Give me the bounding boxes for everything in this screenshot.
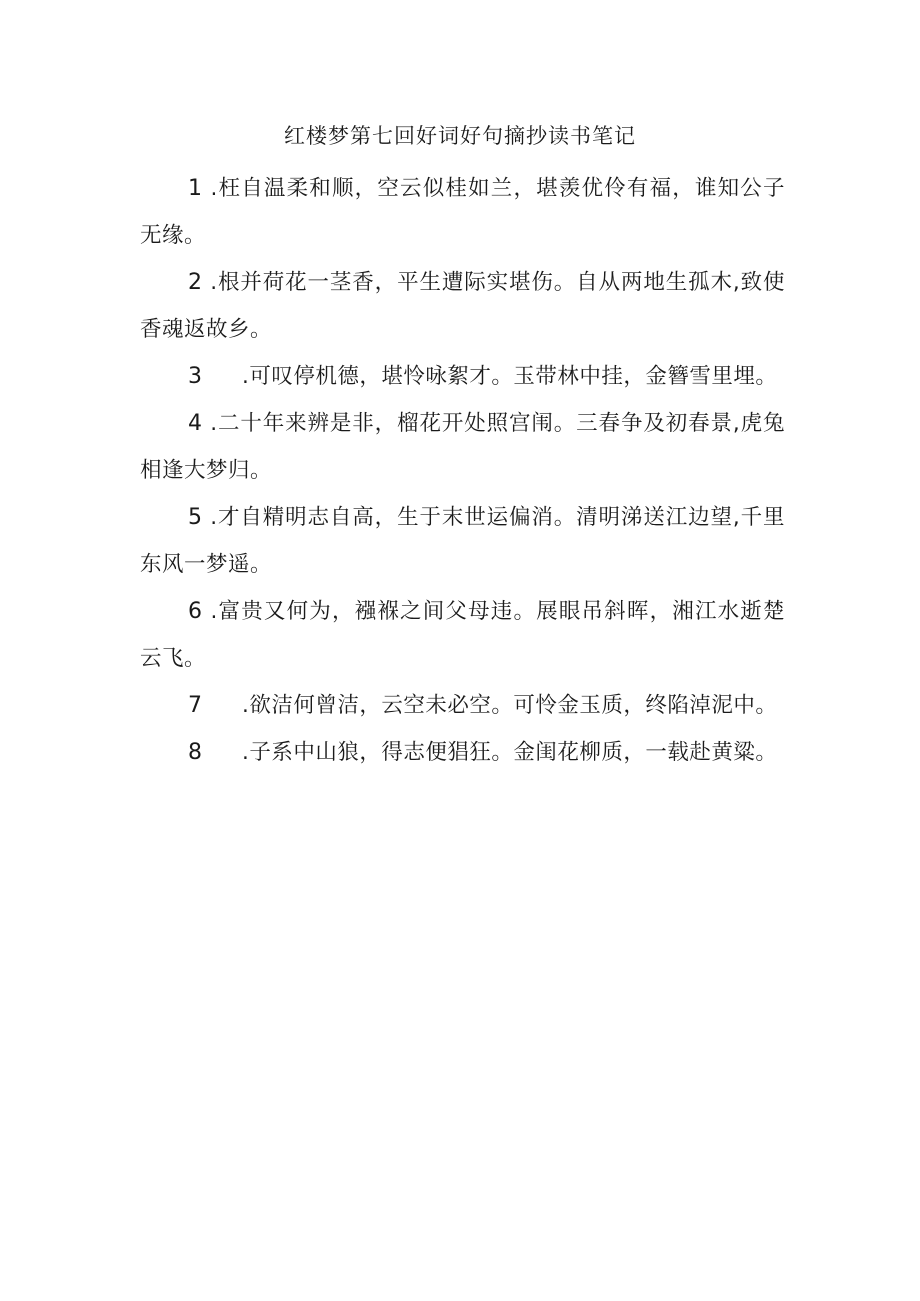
- list-item: [140, 400, 785, 494]
- item-text: .可叹停机德，堪怜咏絮才。玉带林中挂，金簪雪里埋。: [242, 364, 778, 389]
- item-number: 7: [188, 693, 203, 718]
- item-number: 6: [188, 599, 203, 624]
- item-text: .富贵又何为，襁褓之间父母违。展眼吊斜晖，湘江水逝楚云飞。: [140, 599, 785, 671]
- document-body: [140, 165, 785, 776]
- list-item: [140, 259, 785, 353]
- list-item: [140, 682, 785, 729]
- item-text: .根并荷花一茎香，平生遭际实堪伤。自从两地生孤木,致使香魂返故乡。: [140, 270, 786, 342]
- list-item: [140, 165, 785, 259]
- item-number: 5: [188, 505, 203, 530]
- item-number: 3: [188, 364, 203, 389]
- item-number: 1: [188, 176, 203, 201]
- item-number: 8: [188, 740, 203, 765]
- item-text: .二十年来辨是非，榴花开处照宫闱。三春争及初春景,虎兔相逢大梦归。: [140, 411, 786, 483]
- list-item: [140, 588, 785, 682]
- list-item: [140, 353, 785, 400]
- list-item: [140, 494, 785, 588]
- item-number: 2: [188, 270, 203, 295]
- item-text: .欲洁何曾洁，云空未必空。可怜金玉质，终陷淖泥中。: [242, 693, 778, 718]
- item-number: 4: [188, 411, 203, 436]
- list-item: [140, 729, 785, 776]
- document-title: 红楼梦第七回好词好句摘抄读书笔记: [284, 124, 636, 148]
- item-text: .子系中山狼，得志便猖狂。金闺花柳质，一载赴黄粱。: [242, 740, 778, 765]
- item-text: .才自精明志自高，生于末世运偏消。清明涕送江边望,千里东风一梦遥。: [140, 505, 786, 577]
- item-text: .枉自温柔和顺，空云似桂如兰，堪羡优伶有福，谁知公子无缘。: [140, 176, 785, 248]
